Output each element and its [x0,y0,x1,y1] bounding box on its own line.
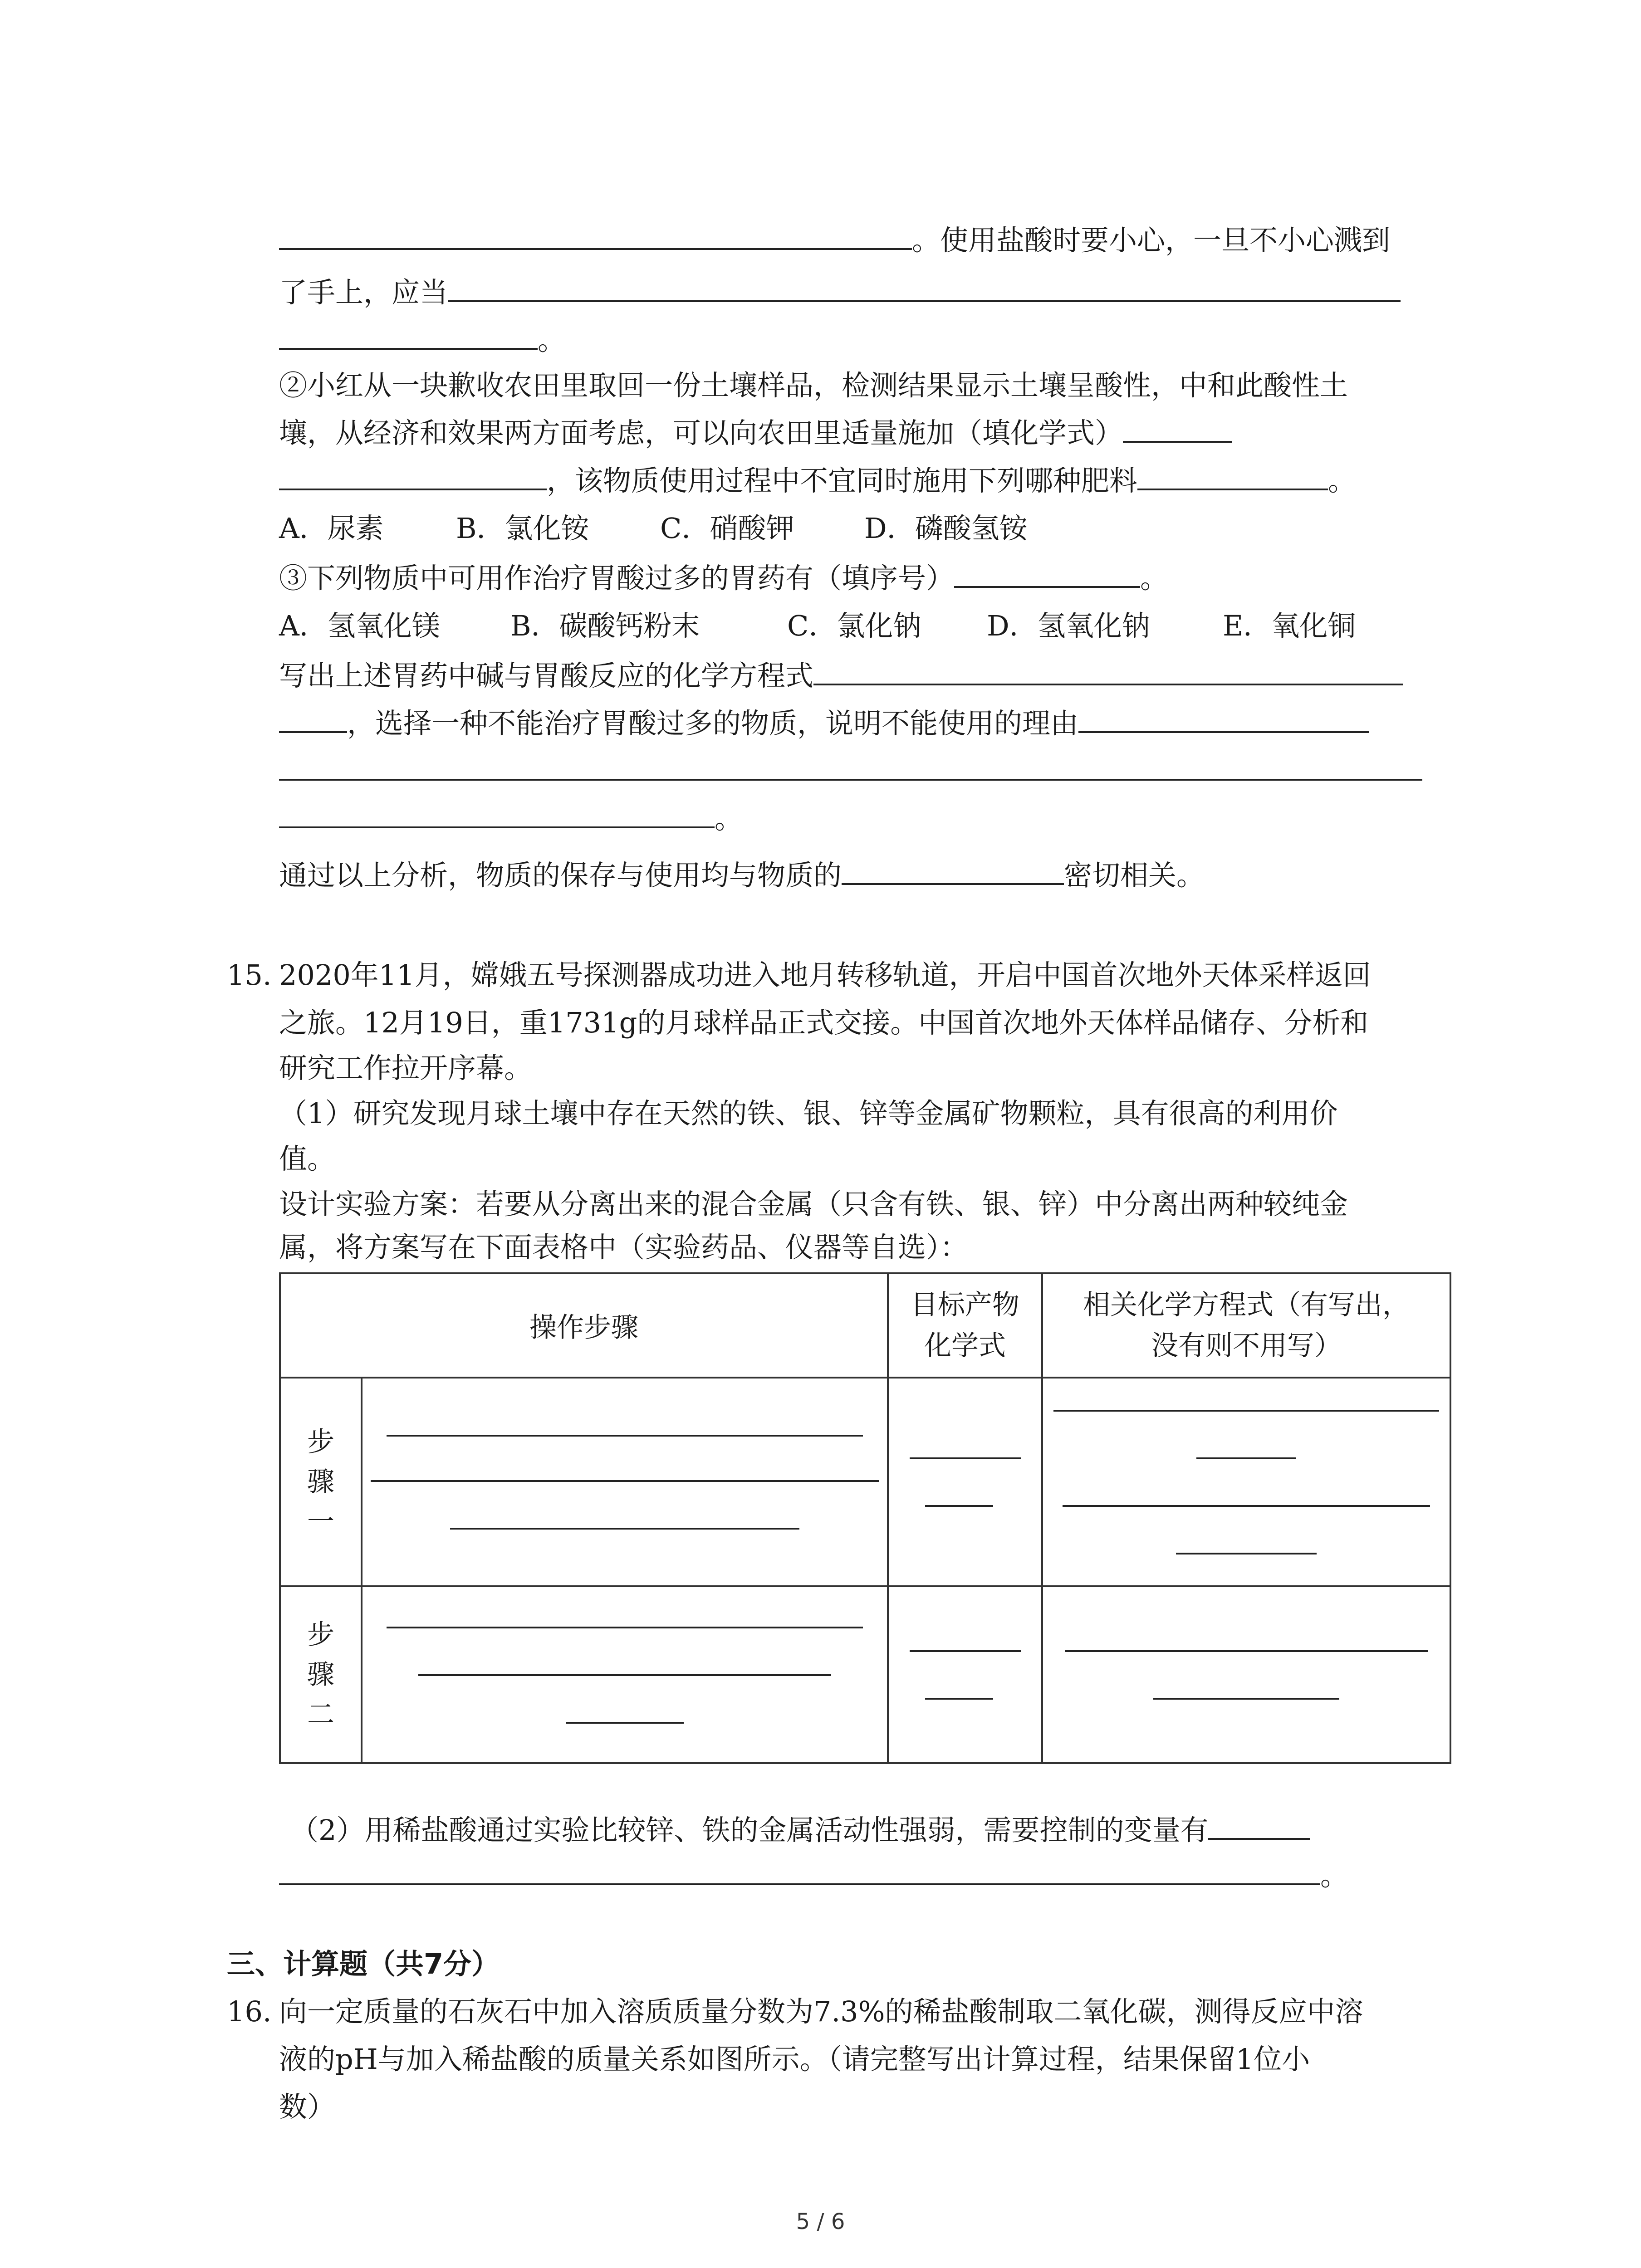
answer-blank[interactable] [279,220,912,250]
answer-blank[interactable] [1176,1552,1317,1554]
step-char: 步 [307,1426,334,1458]
step-char: 一 [307,1506,334,1538]
step-char: 二 [307,1699,334,1730]
header-operation-steps-text: 操作步骤 [529,1312,638,1344]
q14-part3-text-a-end: 。 [1140,562,1169,595]
q15-design-b: 属，将方案写在下面表格中（实验药品、仪器等自选）： [279,1231,969,1264]
answer-blank[interactable] [1137,460,1328,490]
step-one-operation-cell[interactable] [362,1378,888,1586]
answer-blank[interactable] [279,1855,1320,1885]
answer-blank[interactable] [813,655,1403,685]
answer-blank[interactable] [842,855,1064,885]
q15-part2-line-1 [290,1808,1461,1853]
option-a: A．尿素 [279,512,384,545]
q14-part3-options [279,603,1450,649]
q14-part2-line-3 [279,458,1450,503]
q14-part2-text-b: 壤，从经济和效果两方面考虑，可以向农田里适量施加（填化学式） [279,416,1123,450]
answer-blank[interactable] [371,1480,879,1482]
table-header-row [280,1273,1450,1378]
q15-intro-2: 之旅。12月19日，重1731g的月球样品正式交接。中国首次地外天体样品储存、分析和 [279,1006,1369,1039]
answer-blank[interactable] [566,1721,684,1724]
answer-blank[interactable] [910,1650,1021,1652]
table-row [280,1586,1450,1763]
q14-part3-text-c: ，选择一种不能治疗胃酸过多的物质，说明不能使用的理由 [347,707,1079,740]
q14-line-2 [279,270,1450,315]
option-b: B．碳酸钙粉末 [510,609,700,642]
q14-text-3: 。 [538,323,566,357]
q14-part3-line-4 [279,748,1450,794]
option-d: D．磷酸氢铵 [864,512,1028,545]
q15-part2-end: 。 [1320,1859,1349,1892]
q16-line-2: 液的pH与加入稀盐酸的质量关系如图所示。（请完整写出计算过程，结果保留1位小 [279,2043,1310,2076]
q16-number: 16. [227,1995,272,2028]
header-equation-line2: 没有则不用写） [1151,1330,1342,1362]
answer-blank[interactable] [450,1527,799,1530]
answer-blank[interactable] [418,1674,831,1676]
q14-part3-text-e-end: 。 [715,802,743,835]
answer-blank[interactable] [1065,1650,1428,1652]
answer-blank[interactable] [387,1434,863,1437]
q14-part2-text-c-end: 。 [1328,464,1357,497]
header-equation [1042,1273,1450,1378]
q16-line-1: 向一定质量的石灰石中加入溶质质量分数为7.3%的稀盐酸制取二氧化碳，测得反应中溶 [279,1995,1363,2028]
option-c: C．硝酸钾 [660,512,794,545]
q14-part2-options [279,506,1450,551]
step-two-operation-cell[interactable] [362,1586,888,1763]
answer-blank[interactable] [279,703,347,733]
header-operation-steps [280,1273,888,1378]
step-char: 步 [307,1619,334,1651]
step-one-label [280,1378,362,1586]
option-a: A．氢氧化镁 [279,609,440,642]
step-two-product-cell[interactable] [888,1586,1042,1763]
header-target-product [888,1273,1042,1378]
header-equation-line1: 相关化学方程式（有写出， [1083,1289,1410,1321]
answer-blank[interactable] [279,460,547,490]
answer-blank[interactable] [448,272,1401,302]
q15-part2-text: （2）用稀盐酸通过实验比较锌、铁的金属活动性强弱，需要控制的变量有 [290,1813,1209,1847]
option-e: E．氧化铜 [1223,609,1356,642]
q14-part2-text-a: ②小红从一块歉收农田里取回一份土壤样品，检测结果显示土壤呈酸性，中和此酸性土 [279,369,1348,402]
answer-blank[interactable] [925,1505,993,1507]
q15-part1-b: 值。 [279,1142,336,1175]
page-number: 5 / 6 [796,2209,845,2234]
step-char: 骤 [307,1466,334,1498]
q15-intro-3: 研究工作拉开序幕。 [279,1051,533,1085]
section-title: 三、计算题（共7分） [227,1947,500,1980]
answer-blank[interactable] [1153,1697,1339,1700]
option-d: D．氢氧化钠 [987,609,1150,642]
q14-summary-text-b: 密切相关。 [1064,859,1205,892]
q14-part3-line-5 [279,796,1450,841]
answer-blank[interactable] [387,1626,863,1628]
q14-part3-line-3 [279,701,1450,746]
q14-summary-text-a: 通过以上分析，物质的保存与使用均与物质的 [279,859,842,892]
answer-blank[interactable] [279,751,1422,781]
answer-blank[interactable] [1053,1409,1439,1412]
option-b: B．氯化铵 [456,512,589,545]
option-c: C．氯化钠 [787,609,921,642]
answer-blank[interactable] [954,558,1140,588]
answer-blank[interactable] [279,798,715,828]
answer-blank[interactable] [925,1697,993,1700]
step-two-equation-cell[interactable] [1042,1586,1450,1763]
answer-blank[interactable] [1208,1810,1310,1840]
q16-line-3: 数） [279,2090,336,2123]
q14-part3-text-b: 写出上述胃药中碱与胃酸反应的化学方程式 [279,659,814,692]
answer-blank[interactable] [1063,1505,1430,1507]
step-char: 骤 [307,1659,334,1691]
q14-part3-text-a: ③下列物质中可用作治疗胃酸过多的胃药有（填序号） [279,562,955,595]
q14-line-1 [279,218,1450,263]
q15-number: 15. [227,958,272,992]
step-one-equation-cell[interactable] [1042,1378,1450,1586]
q15-part1-a: （1）研究发现月球土壤中存在天然的铁、银、锌等金属矿物颗粒，具有很高的利用价 [279,1097,1338,1130]
answer-blank[interactable] [1123,413,1232,443]
q14-part2-text-c: ，该物质使用过程中不宜同时施用下列哪种肥料 [547,464,1138,497]
q14-text-2: 了手上，应当 [279,276,448,309]
q14-part2-line-1 [279,363,1450,408]
q14-line-3 [279,318,1450,363]
answer-blank[interactable] [910,1457,1021,1459]
q14-part3-line-2 [279,653,1450,699]
q14-summary [279,853,1450,898]
q14-part2-line-2 [279,411,1450,456]
q15-intro-1: 2020年11月，嫦娥五号探测器成功进入地月转移轨道，开启中国首次地外天体采样返回 [279,958,1371,992]
step-one-product-cell[interactable] [888,1378,1042,1586]
q15-part2-line-2 [279,1853,1450,1898]
q14-part3-line-1 [279,556,1450,601]
experiment-table [279,1272,1451,1764]
answer-blank[interactable] [1078,703,1369,733]
answer-blank[interactable] [279,320,538,350]
table-row [280,1378,1450,1586]
header-target-product-line2: 化学式 [924,1330,1006,1362]
q14-text-1: 。使用盐酸时要小心，一旦不小心溅到 [912,224,1391,257]
header-target-product-line1: 目标产物 [911,1289,1019,1321]
answer-blank[interactable] [1196,1457,1296,1459]
q15-design-a: 设计实验方案：若要从分离出来的混合金属（只含有铁、银、锌）中分离出两种较纯金 [279,1188,1348,1221]
step-two-label [280,1586,362,1763]
